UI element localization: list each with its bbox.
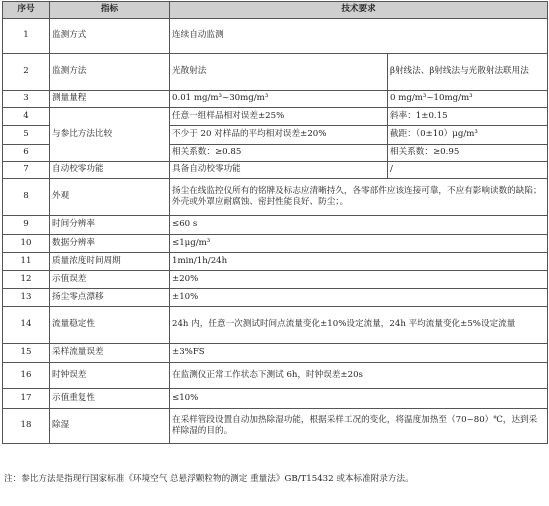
- row-number: 9: [3, 216, 50, 235]
- header-requirement: 技术要求: [170, 2, 548, 19]
- row-item: 自动校零功能: [50, 162, 170, 179]
- row-requirement: ≤10%: [170, 389, 548, 409]
- table-row: [3, 307, 548, 344]
- row-requirement: ±20%: [170, 271, 548, 289]
- table-footnote: 注：参比方法是指现行国家标准《环境空气 总悬浮颗粒物的测定 重量法》GB/T15432 或本标准附录方法。: [4, 474, 414, 484]
- row-number: 11: [3, 253, 50, 271]
- row-number: 5: [3, 126, 50, 145]
- row-item: 外观: [50, 179, 170, 216]
- row-requirement: 1min/1h/24h: [170, 253, 548, 271]
- row-item: 采样流量误差: [50, 344, 170, 363]
- row-item: 除湿: [50, 409, 170, 444]
- row-item: 数据分辨率: [50, 235, 170, 253]
- row-requirement: 在监测仪正常工作状态下测试 6h，时钟误差±20s: [170, 363, 548, 389]
- row-requirement-a: 0.01 mg/m³~30mg/m³: [170, 91, 388, 108]
- row-requirement: 24h 内，任意一次测试时间点流量变化±10%设定流量，24h 平均流量变化±5%设定流量: [170, 307, 548, 344]
- row-requirement-b: /: [388, 162, 548, 179]
- technical-requirements-table: [2, 1, 548, 444]
- row-number: 1: [3, 19, 50, 54]
- row-item: 测量量程: [50, 91, 170, 108]
- table-row: [3, 363, 548, 389]
- row-number: 3: [3, 91, 50, 108]
- row-item: 质量浓度时间周期: [50, 253, 170, 271]
- header-item: 指标: [50, 2, 170, 19]
- row-requirement-b: 0 mg/m³~10mg/m³: [388, 91, 548, 108]
- table-row: [3, 235, 548, 253]
- table-row: [3, 344, 548, 363]
- row-number: 17: [3, 389, 50, 409]
- row-item: 示值重复性: [50, 389, 170, 409]
- row-item: 扬尘零点漂移: [50, 289, 170, 307]
- row-item: 时钟误差: [50, 363, 170, 389]
- table-row: [3, 271, 548, 289]
- row-requirement-a: 不少于 20 对样品的平均相对误差±20%: [170, 126, 388, 145]
- row-requirement-b: β射线法、β射线法与光散射法联用法: [388, 54, 548, 91]
- row-requirement-b: 截距：（0±10）μg/m³: [388, 126, 548, 145]
- table-header-row: [3, 2, 548, 19]
- row-requirement-b: 斜率：1±0.15: [388, 108, 548, 126]
- row-number: 4: [3, 108, 50, 126]
- row-requirement: ±3%FS: [170, 344, 548, 363]
- row-requirement-a: 相关系数：≥0.85: [170, 145, 388, 162]
- table-row: [3, 91, 548, 108]
- table-row: [3, 216, 548, 235]
- table-row: [3, 108, 548, 126]
- row-number: 14: [3, 307, 50, 344]
- row-requirement-a: 任意一组样品相对误差±25%: [170, 108, 388, 126]
- table-row: [3, 54, 548, 91]
- row-item: 监测方法: [50, 54, 170, 91]
- row-requirement-a: 光散射法: [170, 54, 388, 91]
- row-number: 13: [3, 289, 50, 307]
- row-number: 12: [3, 271, 50, 289]
- row-item: 流量稳定性: [50, 307, 170, 344]
- row-requirement: ±10%: [170, 289, 548, 307]
- row-requirement: 扬尘在线监控仪所有的铭牌及标志应清晰持久，各零部件应该连接可靠，不应有影响读数的缺陷；外壳或外罩应耐腐蚀、密封性能良好、防尘；。: [170, 179, 548, 216]
- row-item: 示值误差: [50, 271, 170, 289]
- table-row: [3, 253, 548, 271]
- row-requirement-b: 相关系数：≥0.95: [388, 145, 548, 162]
- table-row: [3, 179, 548, 216]
- row-requirement: 在采样管段设置自动加热除湿功能，根据采样工况的变化，将温度加热至（70~80）℃，达到采样除湿的目的。: [170, 409, 548, 444]
- row-number: 10: [3, 235, 50, 253]
- table-row: [3, 389, 548, 409]
- table-row: [3, 409, 548, 444]
- header-no: 序号: [3, 2, 50, 19]
- table-row: [3, 289, 548, 307]
- row-item: 监测方式: [50, 19, 170, 54]
- row-requirement: ≤1μg/m³: [170, 235, 548, 253]
- row-requirement: 连续自动监测: [170, 19, 548, 54]
- row-number: 8: [3, 179, 50, 216]
- row-item: 时间分辨率: [50, 216, 170, 235]
- row-number: 2: [3, 54, 50, 91]
- row-number: 16: [3, 363, 50, 389]
- row-number: 7: [3, 162, 50, 179]
- row-requirement-a: 具备自动校零功能: [170, 162, 388, 179]
- table-row: [3, 19, 548, 54]
- row-requirement: ≤60 s: [170, 216, 548, 235]
- table-row: [3, 162, 548, 179]
- row-item: 与参比方法比较: [50, 108, 170, 162]
- row-number: 18: [3, 409, 50, 444]
- row-number: 15: [3, 344, 50, 363]
- row-number: 6: [3, 145, 50, 162]
